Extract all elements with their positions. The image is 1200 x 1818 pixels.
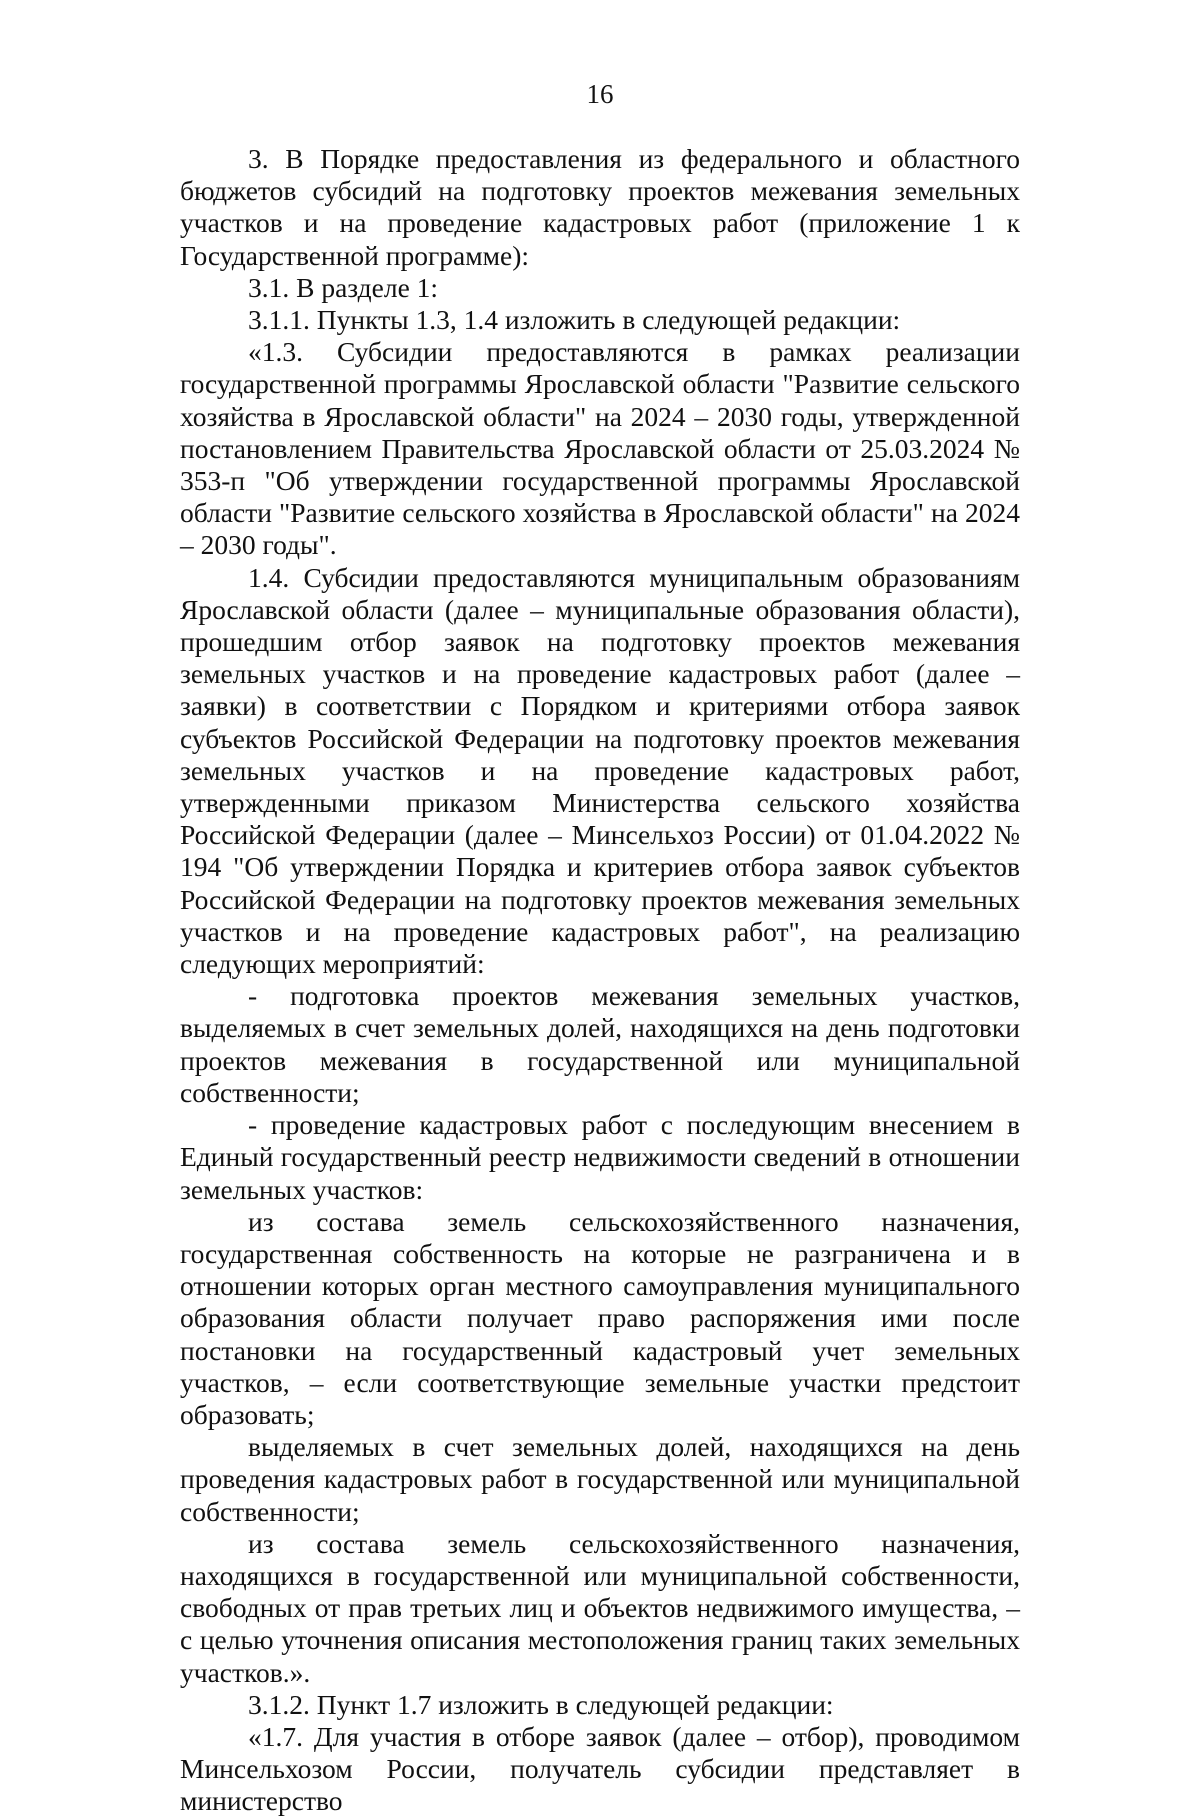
paragraph-section-3-1-2: 3.1.2. Пункт 1.7 изложить в следующей редакции: bbox=[248, 1688, 834, 1720]
sub-item-boundary-clarification: из состава земель сельскохозяйственного назначения, находящихся в государственной или муниципальной собственности, свободных от прав третьих лиц и объектов недвижимого имущества, – с целью уточнения описания местоположения границ таких земельных участков.». bbox=[180, 1527, 1020, 1688]
paragraph-section-3: 3. В Порядке предоставления из федерального и областного бюджетов субсидий на подготовку проектов межевания земельных участков и на проведение кадастровых работ (приложение 1 к Государственной программе): bbox=[180, 143, 1020, 271]
paragraph-clause-1-4: 1.4. Субсидии предоставляются муниципальным образованиям Ярославской области (далее – муниципальные образования области), прошедшим отбор заявок на подготовку проектов межевания земельных участков и на проведение кадастровых работ (далее – заявки) в соответствии с Порядком и критериями отбора заявок субъектов Российской Федерации на подготовку проектов межевания земельных участков и на проведение кадастровых работ, утвержденными приказом Министерства сельского хозяйства Российской Федерации (далее – Минсельхоз России) от 01.04.2022 № 194 "Об утверждении Порядка и критериев отбора заявок субъектов Российской Федерации на подготовку проектов межевания земельных участков и на проведение кадастровых работ", на реализацию следующих мероприятий: bbox=[180, 561, 1020, 980]
paragraph-section-3-1-1: 3.1.1. Пункты 1.3, 1.4 изложить в следующей редакции: bbox=[248, 304, 901, 336]
paragraph-section-3-1: 3.1. В разделе 1: bbox=[248, 271, 439, 303]
page-number: 16 bbox=[586, 79, 614, 109]
document-body bbox=[180, 143, 1020, 1818]
paragraph-clause-1-7: «1.7. Для участия в отборе заявок (далее – отбор), проводимом Минсельхозом России, получатель субсидии представляет в министерство bbox=[180, 1720, 1020, 1817]
list-item-survey-projects: - подготовка проектов межевания земельных участков, выделяемых в счет земельных долей, находящихся на день подготовки проектов межевания в государственной или муниципальной собственности; bbox=[180, 980, 1020, 1108]
sub-item-agricultural-lands: из состава земель сельскохозяйственного назначения, государственная собственность на которые не разграничена и в отношении которых орган местного самоуправления муниципального образования области получает право распоряжения ими после постановки на государственный кадастровый учет земельных участков, – если соответствующие земельные участки предстоит образовать; bbox=[180, 1205, 1020, 1430]
paragraph-clause-1-3: «1.3. Субсидии предоставляются в рамках реализации государственной программы Ярославской области "Развитие сельского хозяйства в Ярославской области" на 2024 – 2030 годы, утвержденной постановлением Правительства Ярославской области от 25.03.2024 № 353-п "Об утверждении государственной программы Ярославской области "Развитие сельского хозяйства в Ярославской области" на 2024 – 2030 годы". bbox=[180, 336, 1020, 561]
list-item-cadastral-works: - проведение кадастровых работ с последующим внесением в Единый государственный реестр недвижимости сведений в отношении земельных участков: bbox=[180, 1109, 1020, 1205]
sub-item-land-shares: выделяемых в счет земельных долей, находящихся на день проведения кадастровых работ в государственной или муниципальной собственности; bbox=[180, 1431, 1020, 1527]
